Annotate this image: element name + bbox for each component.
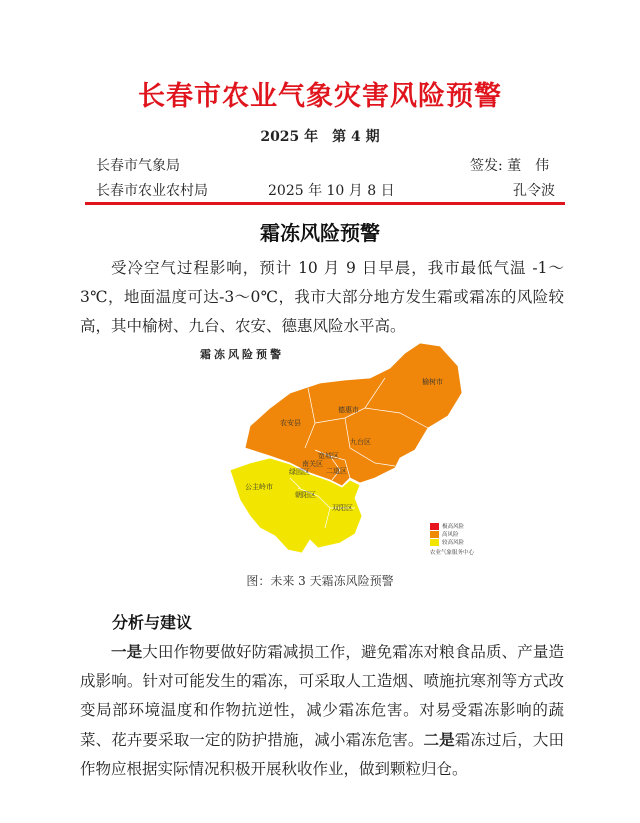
legend-swatch (430, 539, 439, 546)
region-label-gongzhuling: 公主岭市 (245, 483, 273, 491)
point-one-lead: 一是 (111, 642, 143, 661)
red-divider (85, 202, 565, 205)
forecast-paragraph: 受冷空气过程影响，预计 10 月 9 日早晨，我市最低气温 -1～3℃，地面温度可达-3～0℃，我市大部分地方发生霜或霜冻的风险较高，其中榆树、九台、农安、德惠风险水平高。 (80, 259, 564, 335)
legend-swatch (430, 531, 439, 538)
region-label-nongan: 农安县 (280, 419, 301, 427)
risk-map (190, 338, 490, 563)
legend-note: 农业气象服务中心 (430, 550, 475, 556)
region-label-kuancheng: 宽城区 (318, 452, 339, 460)
map-title: 霜冻风险预警 (200, 348, 284, 361)
map-caption: 图：未来 3 天霜冻风险预警 (246, 574, 394, 588)
issuing-org-agriculture: 长春市农业农村局 (96, 183, 208, 199)
issue-date: 2025 年 10 月 8 日 (268, 183, 395, 199)
analysis-paragraph (80, 637, 564, 784)
region-label-yushu: 榆树市 (422, 378, 443, 386)
region-label-shuangyang: 双阳区 (332, 504, 353, 512)
region-label-lvyuan: 绿园区 (289, 468, 310, 476)
issuing-org-weather: 长春市气象局 (96, 158, 180, 174)
point-two-lead: 二是 (423, 730, 455, 749)
section-title: 霜冻风险预警 (260, 221, 380, 245)
signer-line-2: 孔令波 (513, 183, 555, 199)
issue-line (0, 126, 640, 146)
legend-item (430, 538, 474, 546)
region-label-chaoyang: 朝阳区 (295, 491, 316, 499)
legend-label: 极高风险 (442, 524, 465, 530)
legend-item (430, 522, 474, 530)
legend-item (430, 530, 474, 538)
legend-label: 较高风险 (442, 540, 465, 546)
point-one-text: 大田作物要做好防霜减损工作，避免霜冻对粮食品质、产量造成影响。针对可能发生的霜冻，可采取人工造烟、喷施抗寒剂等方式改变局部环境温度和作物抗逆性，减少霜冻危害。对易受霜冻影响的蔬菜、花卉要采取一定的防护措施，减小霜冻危害。 (80, 643, 564, 749)
region-label-nanguan: 南关区 (302, 460, 323, 468)
region-label-dehui: 德惠市 (338, 406, 359, 414)
issue-year: 2025 年 (260, 129, 319, 145)
issue-number: 第 4 期 (332, 129, 380, 145)
region-label-jiutai: 九台区 (350, 438, 371, 446)
legend-label: 高风险 (442, 532, 459, 538)
map-legend (430, 522, 474, 556)
document-title: 长春市农业气象灾害风险预警 (138, 81, 502, 112)
signer-line-1: 签发: 董 伟 (470, 158, 550, 174)
region-label-erdao: 二道区 (326, 467, 347, 475)
legend-swatch (430, 523, 439, 530)
analysis-title: 分析与建议 (112, 613, 193, 632)
point-two-text: 霜冻过后，大田作物应根据实际情况积极开展秋收作业，做到颗粒归仓。 (80, 731, 564, 778)
